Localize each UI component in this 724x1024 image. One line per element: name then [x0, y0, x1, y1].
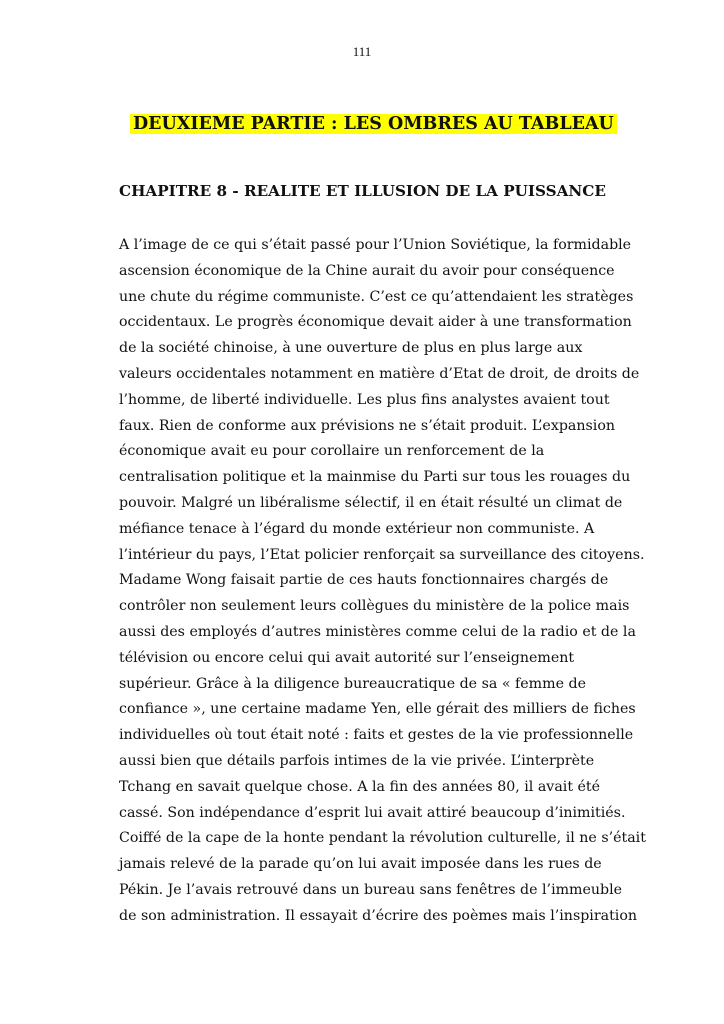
- body-paragraph: [119, 233, 659, 930]
- body-line: Tchang en savait quelque chose. A la fin des années 80, il avait été: [119, 778, 601, 795]
- body-line: centralisation politique et la mainmise du Parti sur tous les rouages du: [119, 469, 631, 486]
- body-line: une chute du régime communiste. C’est ce qu’attendaient les stratèges: [119, 288, 634, 305]
- body-line: Madame Wong faisait partie de ces hauts fonctionnaires chargés de: [119, 572, 609, 589]
- page-number: 111: [352, 44, 372, 59]
- body-line: supérieur. Grâce à la diligence bureaucratique de sa « femme de: [119, 675, 586, 692]
- body-line: occidentaux. Le progrès économique devait aider à une transformation: [119, 314, 632, 331]
- body-line: Pékin. Je l’avais retrouvé dans un bureau sans fenêtres de l’immeuble: [119, 881, 623, 898]
- body-line: méfiance tenace à l’égard du monde extérieur non communiste. A: [119, 520, 595, 537]
- body-line: ascension économique de la Chine aurait du avoir pour conséquence: [119, 262, 615, 279]
- body-line: pouvoir. Malgré un libéralisme sélectif, il en était résulté un climat de: [119, 494, 623, 511]
- body-line: aussi bien que détails parfois intimes de la vie privée. L’interprète: [119, 752, 595, 769]
- body-line: contrôler non seulement leurs collègues du ministère de la police mais: [119, 598, 630, 615]
- part-title-highlight: DEUXIEME PARTIE : LES OMBRES AU TABLEAU: [130, 114, 617, 134]
- body-line: aussi des employés d’autres ministères comme celui de la radio et de la: [119, 623, 636, 640]
- body-line: de son administration. Il essayait d’écrire des poèmes mais l’inspiration: [119, 907, 638, 924]
- body-line: télévision ou encore celui qui avait autorité sur l’enseignement: [119, 649, 575, 666]
- body-line: l’homme, de liberté individuelle. Les plus fins analystes avaient tout: [119, 391, 610, 408]
- body-line: A l’image de ce qui s’était passé pour l’Union Soviétique, la formidable: [119, 237, 632, 253]
- body-line: économique avait eu pour corollaire un renforcement de la: [119, 443, 545, 460]
- body-line: confiance », une certaine madame Yen, elle gérait des milliers de fiches: [119, 701, 636, 718]
- body-line: valeurs occidentales notamment en matière d’Etat de droit, de droits de: [119, 365, 640, 382]
- body-line: Coiffé de la cape de la honte pendant la révolution culturelle, il ne s’était: [119, 830, 646, 847]
- body-line: de la société chinoise, à une ouverture de plus en plus large aux: [119, 340, 583, 357]
- body-line: l’intérieur du pays, l’Etat policier renforçait sa surveillance des citoyens.: [119, 546, 645, 563]
- chapter-title: CHAPITRE 8 - REALITE ET ILLUSION DE LA PUISSANCE: [119, 182, 606, 200]
- body-line: jamais relevé de la parade qu’on lui avait imposée dans les rues de: [119, 856, 602, 873]
- body-line: cassé. Son indépendance d’esprit lui avait attiré beaucoup d’inimitiés.: [119, 804, 626, 821]
- body-line: individuelles où tout était noté : faits et gestes de la vie professionnelle: [119, 727, 634, 744]
- body-line: faux. Rien de conforme aux prévisions ne s’était produit. L’expansion: [119, 417, 616, 434]
- part-title: [130, 113, 617, 135]
